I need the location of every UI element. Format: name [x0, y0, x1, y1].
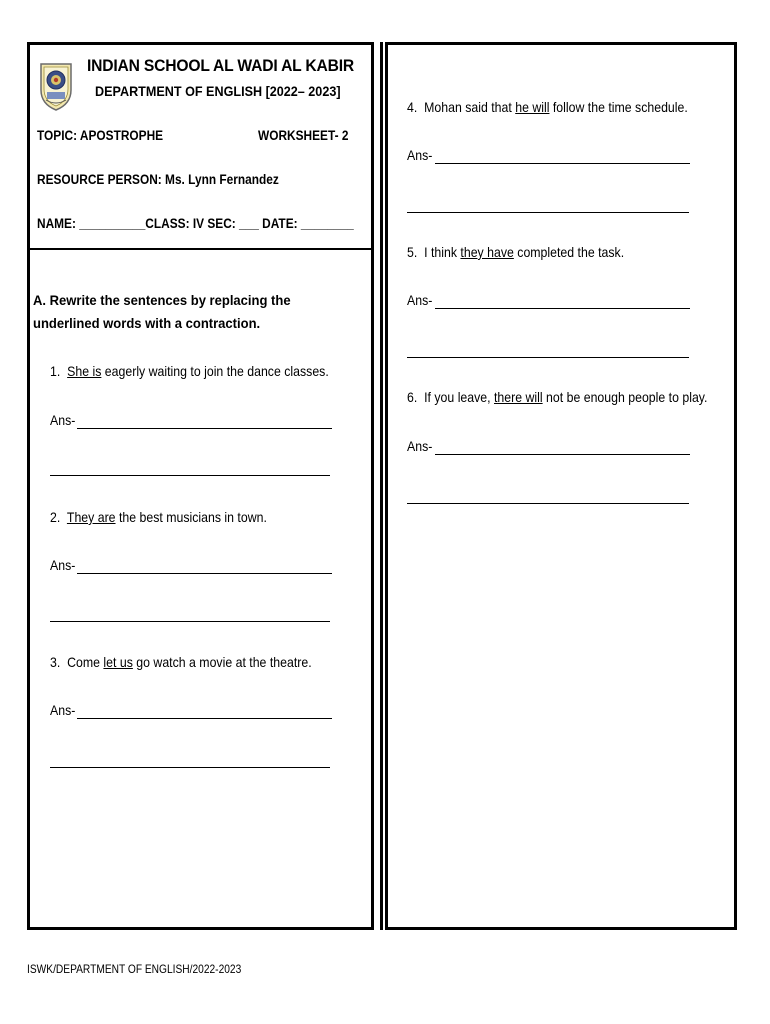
question-1: 1. She is eagerly waiting to join the dance classes. [50, 363, 329, 379]
answer-label-4: Ans- [407, 147, 433, 163]
section-a-instruction: A. Rewrite the sentences by replacing the underlined words with a contraction. [33, 292, 291, 331]
answer-line-2a[interactable] [77, 573, 332, 574]
answer-label-2: Ans- [50, 557, 76, 573]
answer-label-5: Ans- [407, 292, 433, 308]
department-title: DEPARTMENT OF ENGLISH [2022– 2023] [95, 83, 341, 99]
answer-line-3b[interactable] [50, 767, 330, 768]
answer-line-5b[interactable] [407, 357, 689, 358]
answer-line-3a[interactable] [77, 718, 332, 719]
footer-text: ISWK/DEPARTMENT OF ENGLISH/2022-2023 [27, 962, 242, 976]
answer-line-1a[interactable] [77, 428, 332, 429]
column-divider [380, 42, 383, 930]
answer-line-4b[interactable] [407, 212, 689, 213]
answer-label-3: Ans- [50, 702, 76, 718]
school-logo-icon [38, 60, 74, 112]
answer-label-6: Ans- [407, 438, 433, 454]
answer-line-2b[interactable] [50, 621, 330, 622]
question-2: 2. They are the best musicians in town. [50, 509, 267, 525]
answer-line-1b[interactable] [50, 475, 330, 476]
right-column-frame [385, 42, 737, 930]
topic-label: TOPIC: APOSTROPHE [37, 128, 164, 143]
worksheet-number: WORKSHEET- 2 [258, 128, 349, 143]
question-6: 6. If you leave, there will not be enough people to play. [407, 389, 708, 405]
answer-label-1: Ans- [50, 412, 76, 428]
student-info-line: NAME: __________CLASS: IV SEC: ___ DATE: ________ [37, 216, 354, 231]
answer-line-4a[interactable] [435, 163, 690, 164]
school-name: INDIAN SCHOOL AL WADI AL KABIR [87, 56, 355, 75]
answer-line-6b[interactable] [407, 503, 689, 504]
resource-person: RESOURCE PERSON: Ms. Lynn Fernandez [37, 172, 279, 187]
answer-line-5a[interactable] [435, 308, 690, 309]
question-4: 4. Mohan said that he will follow the time schedule. [407, 99, 688, 115]
question-3: 3. Come let us go watch a movie at the theatre. [50, 654, 312, 670]
question-5: 5. I think they have completed the task. [407, 244, 625, 260]
answer-line-6a[interactable] [435, 454, 690, 455]
